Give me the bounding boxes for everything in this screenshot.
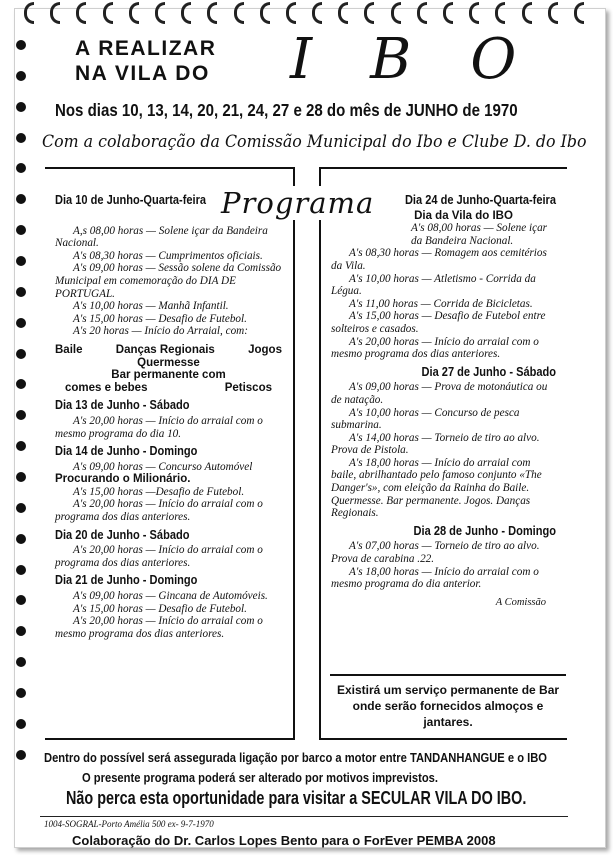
footer-change-note: O presente programa poderá ser alterado por motivos imprevistos. — [82, 770, 439, 785]
spiral-ring — [234, 2, 244, 24]
punch-hole — [16, 102, 26, 112]
schedule-item: A's 20 horas — Início do Arraial, com: — [73, 325, 248, 338]
punch-hole — [16, 287, 26, 297]
bar-notice: Existirá um serviço permanente de Bar onde serão fornecidos almoços e jantares. — [330, 674, 566, 730]
punch-hole — [16, 503, 26, 513]
spiral-ring — [129, 2, 139, 24]
spiral-ring — [103, 2, 113, 24]
day-heading-10: Dia 10 de Junho-Quarta-feira — [55, 192, 207, 207]
footer-invitation: Não perca esta oportunidade para visitar a SECULAR VILA DO IBO. — [66, 788, 527, 808]
punch-hole — [16, 349, 26, 359]
punch-hole — [16, 71, 26, 81]
punch-hole — [16, 133, 26, 143]
festivity-bar: Bar permanente com — [111, 369, 226, 382]
schedule-item: A's 15,00 horas — Desafio de Futebol entre solteiros e casados. — [331, 310, 546, 335]
schedule-item: A's 18,00 horas — Início do arraial com baile, abrilhantado pelo famoso conjunto «The Danger's», com eleição da Rainha do Baile. Quermesse. Bar permanente. Jogos. Danças Regionais. — [331, 456, 542, 520]
punch-hole — [16, 40, 26, 50]
spiral-ring — [207, 2, 217, 24]
spiral-ring — [24, 2, 34, 24]
schedule-item: A's 09,00 horas — Sessão solene da Comissão Municipal em comemoração do DIA DE PORTUGAL. — [55, 262, 282, 300]
programa-title: Programa — [215, 186, 380, 220]
day-subtitle-24: Dia da Vila do IBO — [414, 209, 513, 222]
spiral-ring — [260, 2, 270, 24]
spiral-ring — [155, 2, 165, 24]
punch-hole — [16, 256, 26, 266]
spiral-ring — [469, 2, 479, 24]
punch-hole — [16, 750, 26, 760]
schedule-item-highlight: Procurando o Milionário. — [55, 473, 191, 486]
day-heading-24: Dia 24 de Junho-Quarta-feira — [404, 192, 556, 207]
spiral-ring — [417, 2, 427, 24]
header-title — [75, 36, 216, 86]
schedule-item: A's 10,00 horas — Concurso de pesca submarina. — [331, 406, 520, 432]
event-dates: Nos dias 10, 13, 14, 20, 21, 24, 27 e 28 do mês de JUNHO de 1970 — [55, 100, 518, 120]
footer-divider — [40, 816, 568, 817]
schedule-item: A's 14,00 horas — Torneio de tiro ao alvo. Prova de Pistola. — [331, 431, 540, 457]
credit-caption: Colaboração do Dr. Carlos Lopes Bento para o ForEver PEMBA 2008 — [72, 833, 496, 848]
spiral-ring — [574, 2, 584, 24]
printer-imprint: 1004-SOGRAL-Porto Amélia 500 ex- 9-7-1970 — [44, 819, 214, 829]
spiral-ring — [312, 2, 322, 24]
punch-hole — [16, 626, 26, 636]
punch-hole — [16, 318, 26, 328]
signature: A Comissão — [495, 596, 546, 608]
day-heading-20: Dia 20 de Junho - Sábado — [55, 526, 190, 542]
schedule-item: A's 20,00 horas — Início do arraial com o mesmo programa dos dias anteriores. — [331, 335, 539, 361]
punch-hole — [16, 534, 26, 544]
schedule-item: A's 08,30 horas — Romagem aos cemitérios da Vila. — [331, 247, 547, 272]
schedule-item: A's 08,30 horas — Cumprimentos oficiais. — [73, 249, 263, 262]
punch-hole — [16, 194, 26, 204]
schedule-item: A's 20,00 horas — Início do arraial com o mesmo programa do dia 10. — [55, 414, 263, 440]
schedule-item: A's 10,00 horas — Manhã Infantil. — [73, 300, 229, 313]
punch-holes — [16, 40, 26, 760]
punch-hole — [16, 719, 26, 729]
festivity-dancas: Danças Regionais — [115, 343, 215, 356]
spiral-ring — [364, 2, 374, 24]
schedule-item: A's 11,00 horas — Corrida de Bicicletas. — [349, 297, 533, 310]
schedule-item: A's 20,00 horas — Início do arraial com o programa dos dias anteriores. — [55, 544, 263, 569]
spiral-binding — [24, 2, 584, 28]
schedule-item: A's 07,00 horas — Torneio de tiro ao alvo. Prova de carabina .22. — [331, 540, 540, 566]
punch-hole — [16, 163, 26, 173]
spiral-ring — [391, 2, 401, 24]
punch-hole — [16, 225, 26, 235]
spiral-ring — [495, 2, 505, 24]
spiral-ring — [443, 2, 453, 24]
schedule-item: A's 10,00 horas — Atletismo - Corrida da Légua. — [331, 272, 536, 298]
festivity-jogos: Jogos — [248, 343, 282, 356]
place-name: IBO — [290, 27, 575, 92]
day-heading-21: Dia 21 de Junho - Domingo — [55, 572, 198, 588]
spiral-ring — [548, 2, 558, 24]
day-heading-13: Dia 13 de Junho - Sábado — [55, 397, 190, 413]
punch-hole — [16, 688, 26, 698]
footer-boat-note: Dentro do possível será assegurada ligação por barco a motor entre TANDANHANGUE e o IBO — [44, 750, 548, 765]
spiral-ring — [181, 2, 191, 24]
schedule-item: A's 09,00 horas — Gincana de Automóveis. — [73, 590, 268, 603]
header-line-1: A REALIZAR — [75, 37, 217, 60]
festivity-comes: comes e bebes — [65, 381, 148, 394]
punch-hole — [16, 379, 26, 389]
schedule-item: A,s 08,00 horas — Solene içar da Bandeira Nacional. — [55, 224, 268, 250]
spiral-ring — [76, 2, 86, 24]
festivity-petiscos: Petiscos — [224, 381, 272, 394]
day-heading-28: Dia 28 de Junho - Domingo — [413, 522, 556, 538]
schedule-item: A's 09,00 horas — Prova de motonáutica ou de natação. — [331, 381, 548, 406]
punch-hole — [16, 410, 26, 420]
schedule-item: A's 20,00 horas — Início do arraial com o mesmo programa dos dias anteriores. — [55, 615, 263, 640]
schedule-item — [55, 461, 282, 486]
collaboration-line: Com a colaboração da Comissão Municipal do Ibo e Clube D. do Ibo — [42, 132, 587, 152]
punch-hole — [16, 472, 26, 482]
day-heading-14: Dia 14 de Junho - Domingo — [55, 443, 198, 459]
festivity-quermesse: Quermesse — [137, 356, 200, 369]
header-line-2: NA VILA DO — [75, 62, 210, 85]
festivities-row — [55, 344, 282, 357]
festivities-row-2 — [55, 382, 282, 395]
schedule-item-text: A's 09,00 horas — Concurso Automóvel — [73, 460, 253, 473]
spiral-ring — [522, 2, 532, 24]
spiral-ring — [50, 2, 60, 24]
festivity-baile: Baile — [55, 343, 83, 356]
left-column-text — [55, 189, 282, 640]
punch-hole — [16, 441, 26, 451]
schedule-item: A's 20,00 horas — Início do arraial com o programa dos dias anteriores. — [55, 498, 263, 524]
spiral-ring — [286, 2, 296, 24]
punch-hole — [16, 595, 26, 605]
schedule-item: A's 15,00 horas — Desafio de Futebol. — [73, 602, 247, 615]
punch-hole — [16, 565, 26, 575]
punch-hole — [16, 657, 26, 667]
schedule-item: A's 18,00 horas — Início do arraial com o mesmo programa do dia anterior. — [331, 565, 539, 591]
right-column-text — [331, 189, 556, 609]
schedule-item: A's 08,00 horas — Solene içar da Bandeira Nacional. — [411, 222, 548, 247]
schedule-item: A's 15,00 horas —Desafio de Futebol. — [73, 485, 245, 498]
day-heading-27: Dia 27 de Junho - Sábado — [421, 363, 556, 379]
spiral-ring — [338, 2, 348, 24]
schedule-item: A's 15,00 horas — Desafio de Futebol. — [73, 312, 247, 325]
